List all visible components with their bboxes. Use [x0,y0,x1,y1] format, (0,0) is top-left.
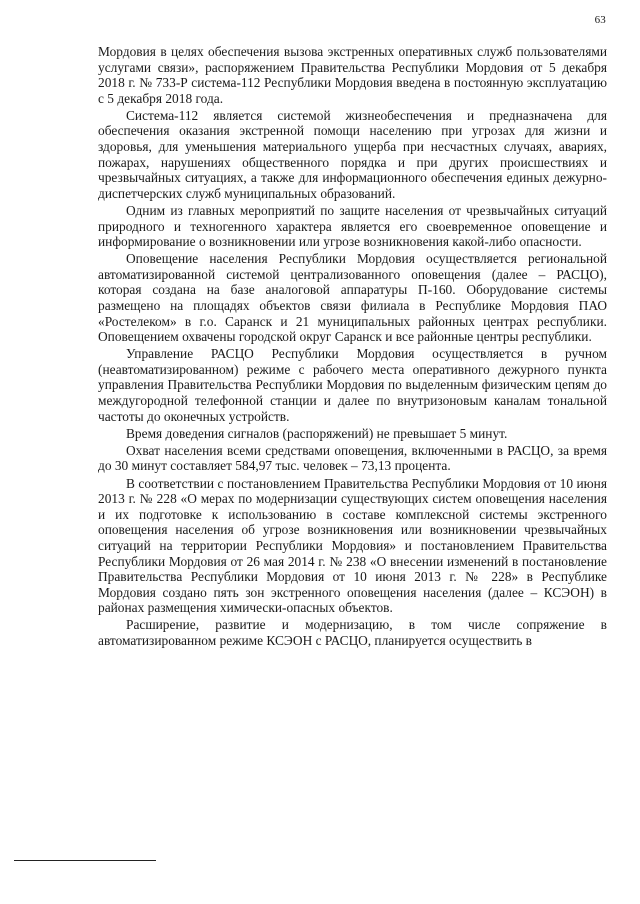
paragraph: Система-112 является системой жизнеобеспечения и предназначена для обеспечения оказания экстренной помощи населению при угрозах для жизни и здоровья, для уменьшения материального ущерба при несчастных случаях, авариях, пожарах, нарушениях общественного порядка и при других происшествиях и чрезвычайных ситуациях, а также для информационного обеспечения единых дежурно-диспетчерских служб муниципальных образований. [98,107,607,201]
paragraph: Оповещение населения Республики Мордовия осуществляется региональной автоматизированной системой централизованного оповещения (далее – РАСЦО), которая создана на базе аналоговой аппаратуры П-160. Оборудование системы размещено на площадях объектов связи филиала в Республике Мордовия ПАО «Ростелеком» в г.о. Саранск и 21 муниципальных районных центрах республики. Оповещением охвачены городской округ Саранск и все районные центры республики. [98,251,607,345]
footer-rule [14,860,156,861]
paragraph: Управление РАСЦО Республики Мордовия осуществляется в ручном (неавтоматизированном) режиме с рабочего места оперативного дежурного пункта управления Правительства Республики Мордовия по выделенным физическим цепям до междугородной телефонной станции и далее по внутризоновым каналам тональной частоты до оконечных устройств. [98,346,607,424]
paragraph: Расширение, развитие и модернизацию, в том числе сопряжение в автоматизированном режиме КСЭОН с РАСЦО, планируется осуществить в [98,617,607,648]
paragraph: Одним из главных мероприятий по защите населения от чрезвычайных ситуаций природного и техногенного характера является его своевременное оповещение и информирование о возникновении или угрозе возникновения какой-либо опасности. [98,202,607,250]
document-body [98,44,607,650]
paragraph: Время доведения сигналов (распоряжений) не превышает 5 минут. [126,425,508,441]
paragraph: В соответствии с постановлением Правительства Республики Мордовия от 10 июня 2013 г. № 228 «О мерах по модернизации существующих систем оповещения населения и их подготовке к использованию в составе комплексной системы экстренного оповещения населения об угрозе возникновения или возникновении чрезвычайных ситуаций на территории Республики Мордовия» и постановлением Правительства Республики Мордовия от 26 мая 2014 г. № 238 «О внесении изменений в постановление Правительства Республики Мордовия от 10 июня 2013 г. № 228» в Республике Мордовия создано пять зон экстренного оповещения населения (далее – КСЭОН) в районах размещения химически-опасных объектов. [98,475,607,616]
paragraph: Охват населения всеми средствами оповещения, включенными в РАСЦО, за время до 30 минут составляет 584,97 тыс. человек – 73,13 процента. [98,442,607,474]
page-number: 63 [594,14,606,26]
paragraph: Мордовия в целях обеспечения вызова экстренных оперативных служб пользователями услугами связи», распоряжением Правительства Республики Мордовия от 5 декабря 2018 г. № 733-Р система-112 Республики Мордовия введена в постоянную эксплуатацию с 5 декабря 2018 года. [98,44,607,106]
